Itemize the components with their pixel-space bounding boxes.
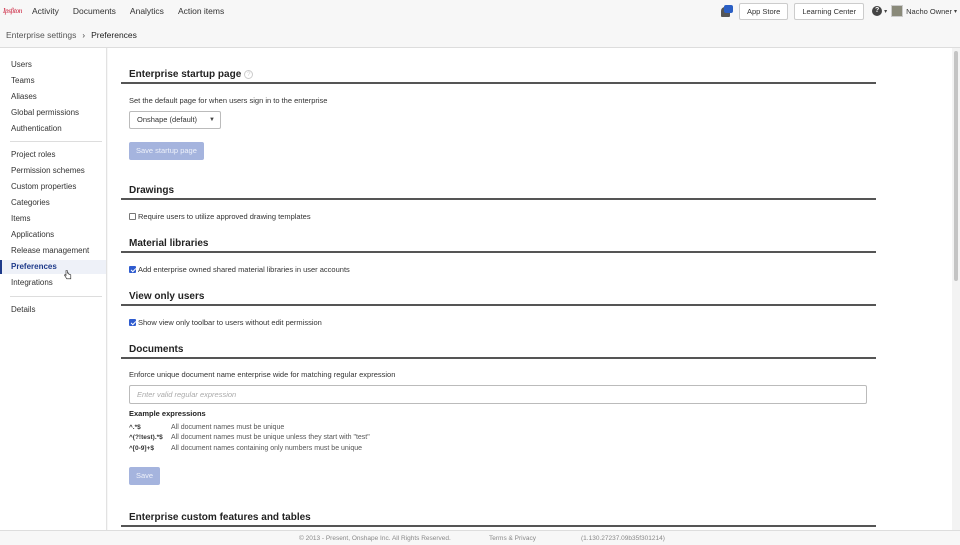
notification-badge (724, 5, 733, 13)
footer-version: (1.130.27237.09b35f301214) (581, 535, 665, 542)
breadcrumb-enterprise-settings[interactable]: Enterprise settings (6, 30, 77, 40)
section-title-custom-features: Enterprise custom features and tables (129, 512, 311, 523)
sidebar-divider (10, 296, 102, 297)
scrollbar-thumb[interactable] (954, 51, 958, 281)
example-expressions-title: Example expressions (129, 409, 206, 418)
sidebar-item-authentication[interactable]: Authentication (11, 124, 62, 133)
hand-cursor-icon (64, 270, 72, 280)
startup-page-select-value: Onshape (default) (137, 115, 198, 124)
section-title-material: Material libraries (129, 238, 209, 249)
help-menu[interactable] (872, 6, 887, 16)
section-divider (121, 304, 876, 306)
breadcrumb (6, 29, 137, 41)
startup-description: Set the default page for when users sign in to the enterprise (129, 96, 328, 105)
material-libraries-checkbox[interactable] (129, 266, 136, 273)
sidebar-item-custom-properties[interactable]: Custom properties (11, 182, 77, 191)
footer-terms-link[interactable]: Terms & Privacy (489, 535, 536, 542)
save-startup-page-button[interactable]: Save startup page (129, 142, 204, 160)
avatar (891, 5, 903, 17)
nav-documents[interactable]: Documents (72, 6, 116, 16)
sidebar-item-categories[interactable]: Categories (11, 198, 50, 207)
regex-input-wrapper (129, 385, 867, 404)
chevron-down-icon: ▾ (884, 8, 888, 15)
section-divider (121, 82, 876, 84)
drawings-template-checkbox[interactable] (129, 213, 136, 220)
sidebar-divider (10, 141, 102, 142)
nav-analytics[interactable]: Analytics (129, 6, 164, 16)
section-divider (121, 525, 876, 527)
section-title-viewonly: View only users (129, 291, 205, 302)
main-scrollbar[interactable] (952, 48, 960, 530)
help-icon: ? (872, 6, 882, 16)
footer (0, 530, 960, 545)
nav-action-items[interactable]: Action items (177, 6, 225, 16)
footer-copyright: © 2013 - Present, Onshape Inc. All Rights Reserved. (299, 535, 451, 542)
dropdown-arrow-icon: ▼ (209, 117, 215, 123)
sidebar-item-project-roles[interactable]: Project roles (11, 150, 56, 159)
sidebar-item-items[interactable]: Items (11, 214, 31, 223)
example-description: All document names must be unique unless they start with "test" (171, 434, 370, 441)
breadcrumb-current: Preferences (91, 30, 137, 40)
viewonly-toolbar-label: Show view only toolbar to users without edit permission (138, 318, 322, 327)
example-row (129, 434, 370, 441)
drawings-template-label: Require users to utilize approved drawing templates (138, 212, 311, 221)
learning-center-button[interactable]: Learning Center (794, 3, 864, 20)
regex-input[interactable] (137, 386, 866, 403)
sidebar (0, 48, 107, 530)
top-right-controls (721, 0, 960, 22)
section-title-documents: Documents (129, 344, 184, 355)
section-title-text: Enterprise startup page (129, 69, 242, 80)
example-code: ^[0-9]+$ (129, 445, 154, 452)
notification-bell-icon[interactable] (721, 5, 733, 17)
user-menu[interactable] (891, 5, 957, 17)
save-regex-button[interactable]: Save (129, 467, 160, 485)
user-name: Nacho Owner (906, 6, 952, 16)
viewonly-toolbar-checkbox[interactable] (129, 319, 136, 326)
sidebar-item-integrations[interactable]: Integrations (11, 278, 53, 287)
example-code: ^.*$ (129, 424, 141, 431)
section-title-startup (129, 69, 253, 80)
chevron-down-icon: ▾ (953, 8, 957, 15)
help-circle-icon[interactable]: ? (244, 70, 253, 79)
main-content (108, 48, 952, 530)
sidebar-item-preferences[interactable]: Preferences (0, 260, 106, 274)
sidebar-item-users[interactable]: Users (11, 60, 32, 69)
sidebar-item-permission-schemes[interactable]: Permission schemes (11, 166, 85, 175)
example-description: All document names containing only numbers must be unique (171, 445, 363, 452)
example-row (129, 445, 362, 452)
section-divider (121, 251, 876, 253)
section-divider (121, 198, 876, 200)
sidebar-item-teams[interactable]: Teams (11, 76, 35, 85)
sidebar-item-global-permissions[interactable]: Global permissions (11, 108, 80, 117)
section-title-drawings: Drawings (129, 185, 175, 196)
sidebar-item-applications[interactable]: Applications (11, 230, 55, 239)
startup-page-select[interactable] (129, 111, 221, 129)
app-store-button[interactable]: App Store (739, 3, 788, 20)
logo[interactable]: Ipsfiton (3, 7, 22, 15)
example-description: All document names must be unique (171, 424, 285, 431)
section-divider (121, 357, 876, 359)
viewonly-toolbar-option (129, 318, 322, 327)
material-libraries-option (129, 265, 350, 274)
material-libraries-label: Add enterprise owned shared material libraries in user accounts (138, 265, 350, 274)
chevron-right-icon: › (82, 30, 86, 40)
sidebar-item-aliases[interactable]: Aliases (11, 92, 37, 101)
drawings-template-option (129, 212, 311, 221)
sidebar-item-release-management[interactable]: Release management (11, 246, 90, 255)
sidebar-item-details[interactable]: Details (11, 305, 36, 314)
example-code: ^(?!test).*$ (129, 434, 163, 441)
example-row (129, 424, 284, 431)
nav-activity[interactable]: Activity (32, 6, 59, 16)
documents-description: Enforce unique document name enterprise wide for matching regular expression (129, 370, 396, 379)
